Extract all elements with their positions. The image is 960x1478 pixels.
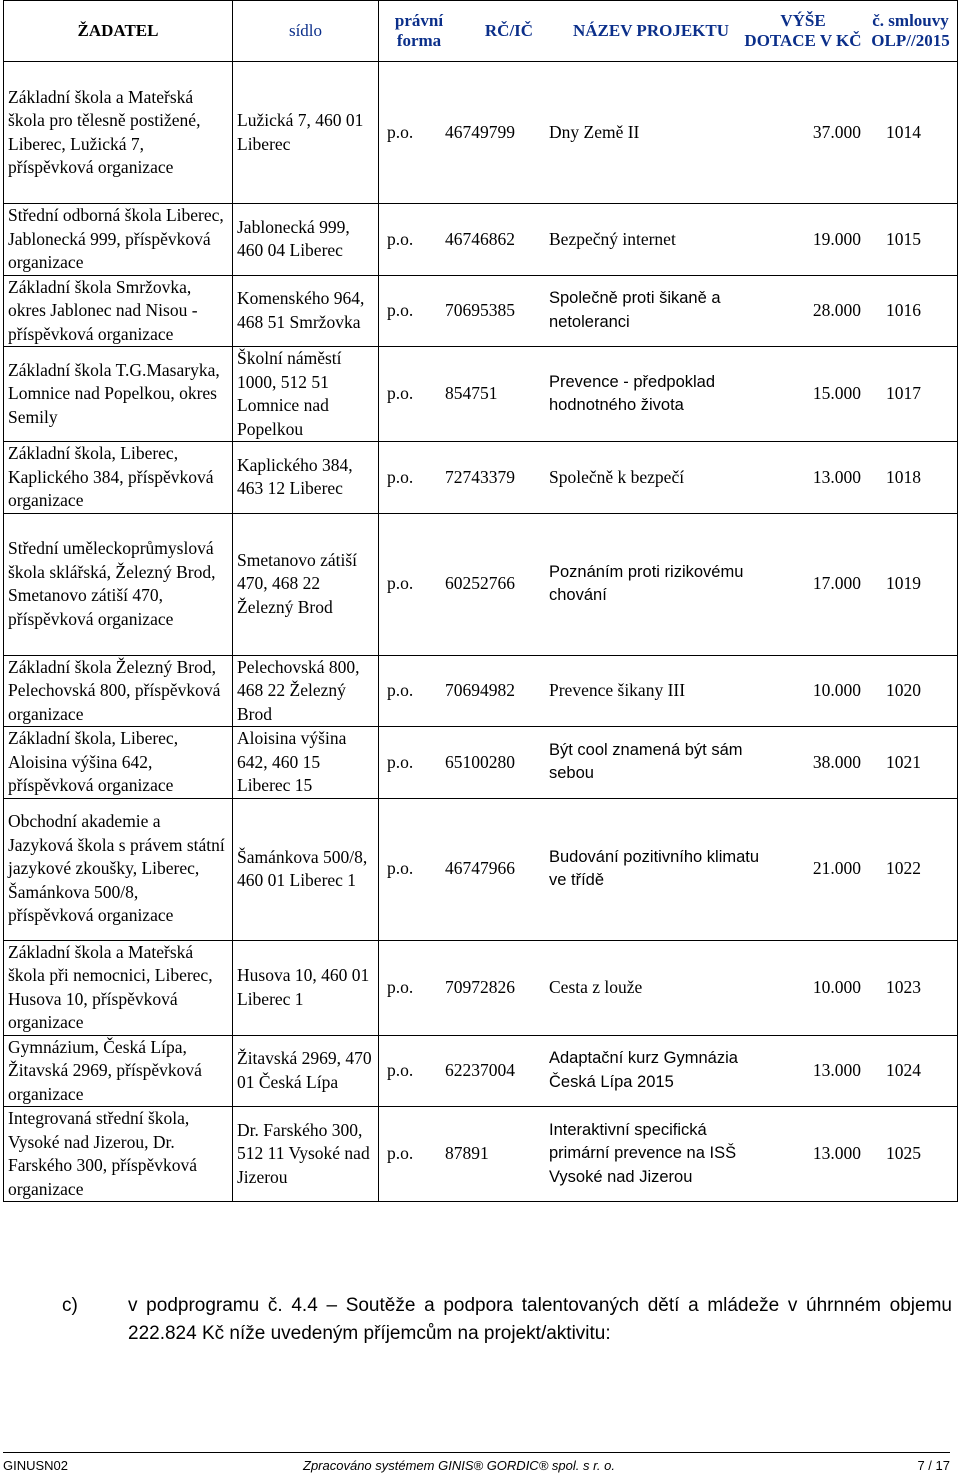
contract-no: 1019 (886, 573, 921, 594)
seat-cell: Kaplického 384, 463 12 Liberec (233, 442, 379, 514)
footer-system: Zpracováno systémem GINIS® GORDIC® spol. s r. o. (303, 1458, 615, 1473)
applicant-cell: Základní škola T.G.Masaryka, Lomnice nad Popelkou, okres Semily (4, 347, 233, 442)
seat-cell: Komenského 964, 468 51 Smržovka (233, 275, 379, 347)
contract-no: 1020 (886, 680, 921, 700)
grant-amount: 15.000 (812, 383, 861, 404)
applicant-cell: Gymnázium, Česká Lípa, Žitavská 2969, příspěvková organizace (4, 1035, 233, 1107)
reg-id: 70695385 (445, 300, 515, 320)
paragraph-label: c) (62, 1295, 78, 1316)
grant-details-cell (379, 1035, 958, 1107)
table-row (4, 62, 958, 204)
seat-cell: Žitavská 2969, 470 01 Česká Lípa (233, 1035, 379, 1107)
applicant-cell: Základní škola Smržovka, okres Jablonec nad Nisou - příspěvková organizace (4, 275, 233, 347)
project-name: Interaktivní specifická primární prevence na ISŠ Vysoké nad Jizerou (549, 1120, 737, 1186)
grant-details-cell (379, 513, 958, 655)
legal-form: p.o. (387, 751, 414, 772)
table-row (4, 204, 958, 276)
legal-form: p.o. (387, 680, 414, 700)
grant-amount: 38.000 (812, 751, 861, 772)
reg-id: 46747966 (445, 858, 515, 879)
applicant-cell: Střední uměleckoprůmyslová škola sklářská, Železný Brod, Smetanovo zátiší 470, příspěvková organizace (4, 513, 233, 655)
legal-form: p.o. (387, 1060, 414, 1080)
project-name: Dny Země II (549, 121, 640, 142)
page-footer (3, 1452, 950, 1478)
reg-id: 65100280 (445, 751, 515, 772)
reg-id: 60252766 (445, 573, 515, 594)
applicant-cell: Střední odborná škola Liberec, Jablonecká 999, příspěvková organizace (4, 204, 233, 276)
grant-amount: 37.000 (812, 121, 861, 142)
grant-amount: 10.000 (812, 680, 861, 700)
grant-details-cell (379, 1107, 958, 1202)
contract-no: 1025 (886, 1143, 921, 1164)
grant-details-cell (379, 442, 958, 514)
contract-no: 1023 (886, 976, 921, 997)
project-name: Budování pozitivního klimatu ve třídě (549, 847, 760, 889)
seat-cell: Jablonecká 999, 460 04 Liberec (233, 204, 379, 276)
grant-amount: 13.000 (812, 466, 861, 487)
project-name: Cesta z louže (549, 976, 643, 997)
reg-id: 46749799 (445, 121, 515, 142)
project-name: Společně proti šikaně a netoleranci (549, 289, 721, 331)
table-row (4, 1107, 958, 1202)
grant-amount: 19.000 (812, 228, 861, 249)
legal-form: p.o. (387, 1143, 414, 1164)
seat-cell: Pelechovská 800, 468 22 Železný Brod (233, 655, 379, 727)
table-row (4, 275, 958, 347)
legal-form: p.o. (387, 976, 414, 997)
grant-details-cell (379, 940, 958, 1035)
seat-cell: Husova 10, 460 01 Liberec 1 (233, 940, 379, 1035)
header-grant-amount: VÝŠE DOTACE V KČ (744, 11, 862, 50)
contract-no: 1015 (886, 228, 921, 249)
table-row (4, 513, 958, 655)
applicant-cell: Základní škola Železný Brod, Pelechovská 800, příspěvková organizace (4, 655, 233, 727)
reg-id: 854751 (445, 383, 498, 404)
reg-id: 62237004 (445, 1060, 515, 1080)
project-name: Bezpečný internet (549, 228, 676, 249)
header-seat: sídlo (233, 1, 379, 62)
applicant-cell: Základní škola a Mateřská škola při nemocnici, Liberec, Husova 10, příspěvková organizace (4, 940, 233, 1035)
legal-form: p.o. (387, 383, 414, 404)
project-name: Poznáním proti rizikovému chování (549, 562, 744, 604)
footer-doc-id: GINUSN02 (3, 1458, 69, 1473)
seat-cell: Aloisina výšina 642, 460 15 Liberec 15 (233, 727, 379, 799)
contract-no: 1016 (886, 300, 921, 320)
reg-id: 72743379 (445, 466, 515, 487)
grant-amount: 13.000 (812, 1143, 861, 1164)
reg-id: 46746862 (445, 228, 515, 249)
contract-no: 1021 (886, 751, 921, 772)
project-name: Být cool znamená být sám sebou (549, 740, 743, 783)
legal-form: p.o. (387, 466, 414, 487)
contract-no: 1017 (886, 383, 921, 404)
paragraph-text: v podprogramu č. 4.4 – Soutěže a podpora talentovaných dětí a mládeže v úhrnném objemu 222.824 Kč níže uvedeným příjemcům na projekt/aktivitu: (128, 1295, 952, 1344)
project-name: Adaptační kurz Gymnázia Česká Lípa 2015 (549, 1049, 738, 1091)
grant-details-cell (379, 727, 958, 799)
header-reg-id: RČ/IČ (484, 21, 534, 40)
grant-amount: 21.000 (812, 858, 861, 879)
legal-form: p.o. (387, 300, 414, 320)
reg-id: 70694982 (445, 680, 515, 700)
table-row (4, 727, 958, 799)
applicant-cell: Základní škola, Liberec, Aloisina výšina 642, příspěvková organizace (4, 727, 233, 799)
grant-amount: 13.000 (812, 1060, 861, 1080)
grant-details-cell (379, 347, 958, 442)
project-name: Prevence - předpoklad hodnotného života (549, 372, 716, 414)
table-row (4, 655, 958, 727)
legal-form: p.o. (387, 858, 414, 879)
contract-no: 1022 (886, 858, 921, 879)
grant-details-cell (379, 275, 958, 347)
contract-no: 1014 (886, 121, 921, 142)
table-row (4, 1035, 958, 1107)
grant-details-cell (379, 655, 958, 727)
table-row (4, 347, 958, 442)
grant-amount: 28.000 (812, 300, 861, 320)
header-group (379, 1, 958, 62)
legal-form: p.o. (387, 573, 414, 594)
header-contract-no: č. smlouvy OLP//2015 (871, 11, 950, 50)
header-applicant: ŽADATEL (4, 1, 233, 62)
applicant-cell: Základní škola, Liberec, Kaplického 384, příspěvková organizace (4, 442, 233, 514)
contract-no: 1018 (886, 466, 921, 487)
reg-id: 70972826 (445, 976, 515, 997)
seat-cell: Lužická 7, 460 01 Liberec (233, 62, 379, 204)
legal-form: p.o. (387, 121, 414, 142)
grant-details-cell (379, 204, 958, 276)
applicant-cell: Integrovaná střední škola, Vysoké nad Jizerou, Dr. Farského 300, příspěvková organizace (4, 1107, 233, 1202)
project-name: Prevence šikany III (549, 680, 686, 700)
project-name: Společně k bezpečí (549, 466, 685, 487)
table-body (4, 62, 958, 1202)
grants-table (3, 0, 958, 1202)
table-header-row (4, 1, 958, 62)
header-legal-form: právní forma (394, 11, 444, 50)
grant-details-cell (379, 798, 958, 940)
grant-amount: 10.000 (812, 976, 861, 997)
applicant-cell: Obchodní akademie a Jazyková škola s právem státní jazykové zkoušky, Liberec, Šamánkova 500/8, příspěvková organizace (4, 798, 233, 940)
contract-no: 1024 (886, 1060, 921, 1080)
reg-id: 87891 (445, 1143, 489, 1164)
seat-cell: Školní náměstí 1000, 512 51 Lomnice nad Popelkou (233, 347, 379, 442)
seat-cell: Smetanovo zátiší 470, 468 22 Železný Brod (233, 513, 379, 655)
grant-details-cell (379, 62, 958, 204)
table-row (4, 442, 958, 514)
legal-form: p.o. (387, 228, 414, 249)
seat-cell: Šamánkova 500/8, 460 01 Liberec 1 (233, 798, 379, 940)
header-project-name: NÁZEV PROJEKTU (572, 21, 729, 40)
table-row (4, 798, 958, 940)
grant-amount: 17.000 (812, 573, 861, 594)
seat-cell: Dr. Farského 300, 512 11 Vysoké nad Jizerou (233, 1107, 379, 1202)
applicant-cell: Základní škola a Mateřská škola pro tělesně postižené, Liberec, Lužická 7, příspěvková organizace (4, 62, 233, 204)
table-row (4, 940, 958, 1035)
footer-page-number: 7 / 17 (917, 1458, 950, 1473)
subprogram-paragraph (62, 1292, 952, 1348)
